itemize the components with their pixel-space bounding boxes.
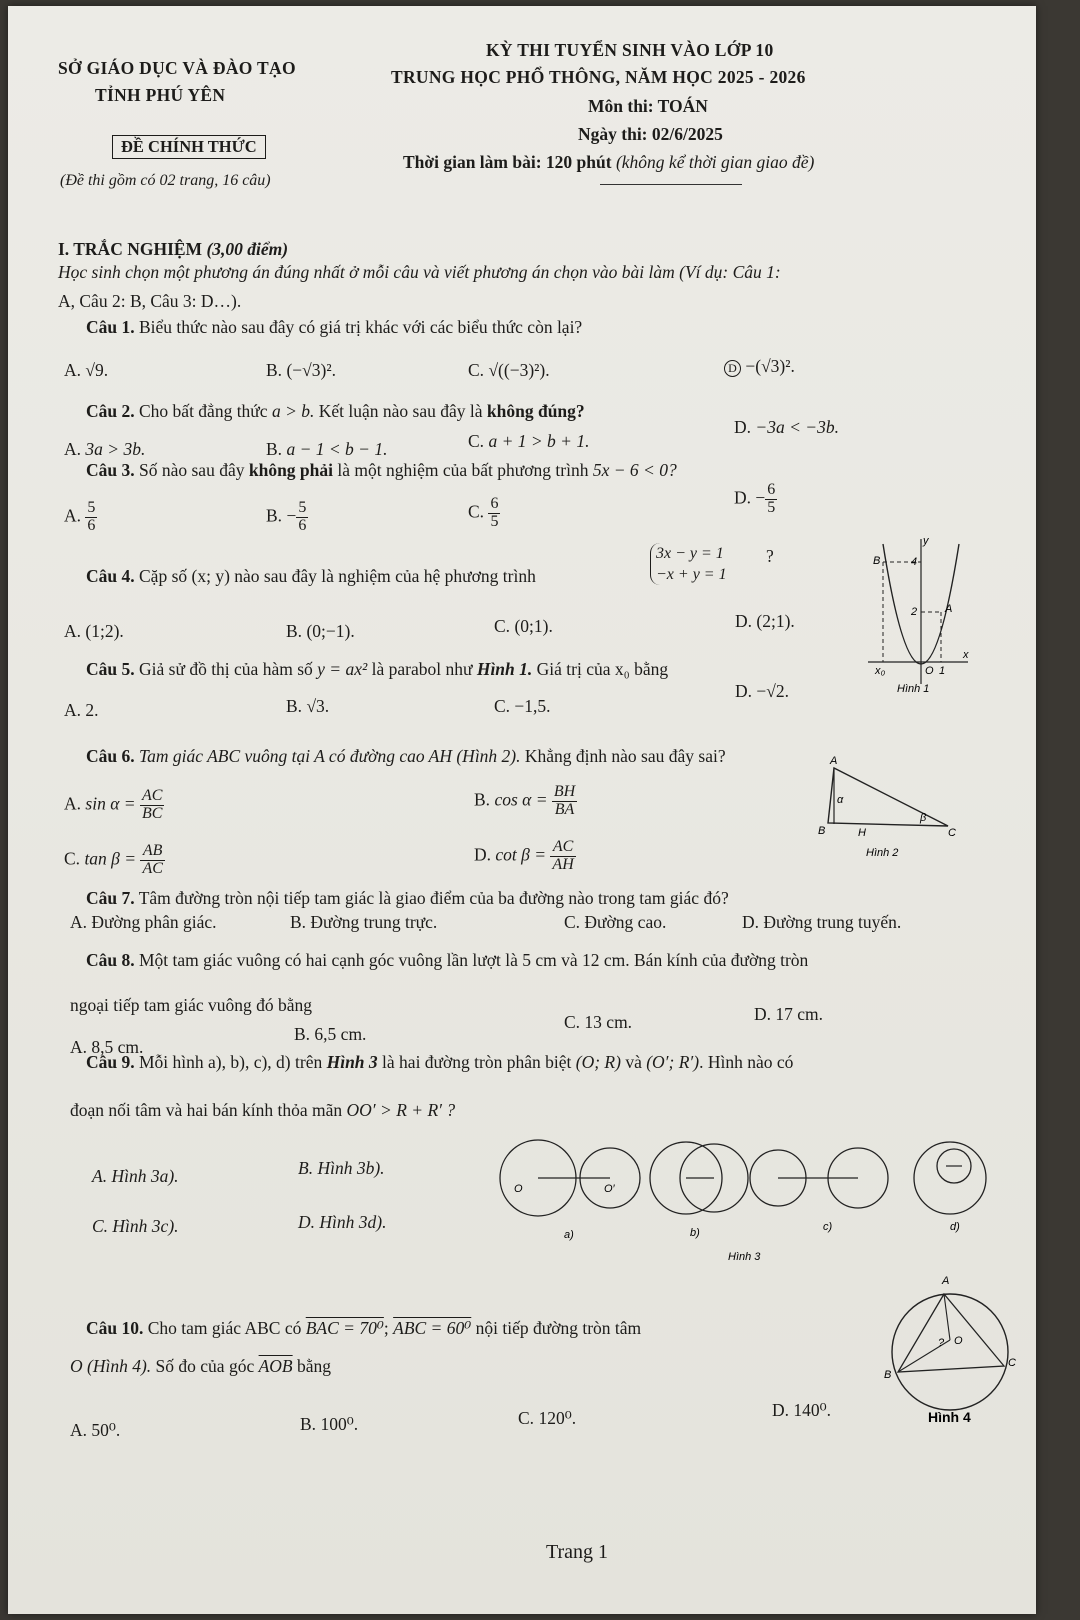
- opt-expr: a + 1 > b + 1.: [488, 431, 590, 451]
- q1-stem: [86, 317, 582, 338]
- exam-line2: TRUNG HỌC PHỔ THÔNG, NĂM HỌC 2025 - 2026: [391, 67, 806, 87]
- opt-letter: B.: [300, 1414, 317, 1434]
- q7-stem: [86, 888, 729, 909]
- fig3-op: O′: [604, 1183, 615, 1195]
- fig1-one: 1: [939, 665, 946, 677]
- triangle-abc: [828, 768, 948, 826]
- q3-text-post: là một nghiệm của bất phương trình: [337, 460, 589, 480]
- q5-text-post: Giá trị của x₀ bằng: [536, 659, 669, 679]
- q3-option-a: [64, 500, 97, 535]
- q10-line2-pre: O: [70, 1356, 83, 1376]
- denominator: 5: [767, 498, 776, 516]
- q3-ineq: 5x − 6 < 0?: [592, 460, 677, 480]
- opt-expr: (1;2).: [85, 621, 124, 641]
- q2-text-mid: Kết luận nào sau đây là: [318, 401, 483, 421]
- q8-option-b: B. 6,5 cm.: [294, 1024, 367, 1044]
- q8-stem: [86, 950, 808, 971]
- q4-text: Cặp số (x; y) nào sau đây là nghiệm của hệ phương trình: [139, 566, 536, 586]
- fig3-b: b): [690, 1227, 700, 1239]
- opt-letter: B.: [286, 696, 303, 716]
- figure-4-circumcircle: [884, 1262, 1018, 1425]
- fraction: [85, 500, 97, 535]
- opt-letter: A.: [64, 439, 82, 459]
- q6-option-d: [474, 839, 576, 874]
- q9-and: và: [625, 1052, 642, 1072]
- q10-option-b: [300, 1414, 358, 1435]
- fig1-caption: Hình 1: [897, 683, 930, 695]
- opt-expr: 3a > 3b.: [85, 439, 146, 459]
- opt-expr: −3a < −3b.: [755, 417, 839, 437]
- q9-option-d: D. Hình 3d).: [298, 1212, 387, 1232]
- q3-stem: [86, 460, 677, 481]
- q3-text-pre: Số nào sau đây: [139, 460, 245, 480]
- fraction: [140, 843, 164, 878]
- q1-text: Biểu thức nào sau đây có giá trị khác với các biểu thức còn lại?: [139, 317, 583, 337]
- q6-option-b: [474, 784, 577, 819]
- q8-option-c: C. 13 cm.: [564, 1012, 633, 1032]
- q6-stem: [86, 746, 726, 767]
- q10-label: Câu 10.: [86, 1318, 144, 1338]
- opt-expr: 140⁰.: [793, 1400, 832, 1420]
- q8-option-a: A. 8,5 cm.: [70, 1037, 144, 1057]
- time-note: (không kể thời gian giao đề): [615, 152, 815, 172]
- opt-letter: C.: [468, 501, 485, 522]
- q3-option-d: [734, 482, 777, 517]
- opt-expr: (−√3)².: [286, 360, 336, 380]
- opt-fn: cos α =: [494, 789, 548, 810]
- figure-2-triangle: [808, 755, 958, 859]
- fig4-o: O: [954, 1335, 963, 1347]
- fraction: [140, 788, 164, 823]
- q5-text-mid: là parabol như: [371, 659, 473, 679]
- dept-line1: SỞ GIÁO DỤC VÀ ĐÀO TẠO: [58, 58, 296, 78]
- q4-system: [650, 543, 727, 585]
- opt-expr: (0;−1).: [306, 621, 355, 641]
- denominator: AH: [552, 855, 574, 873]
- q9-cond: OO′ > R + R′ ?: [346, 1100, 456, 1120]
- opt-letter: A.: [64, 621, 82, 641]
- q9-circ1: (O; R): [575, 1052, 621, 1072]
- q9-option-c: C. Hình 3c).: [92, 1216, 179, 1236]
- opt-letter: B.: [266, 360, 283, 380]
- q6-fig-ref: (Hình 2).: [456, 746, 521, 766]
- exam-line1: KỲ THI TUYỂN SINH VÀO LỚP 10: [486, 40, 774, 60]
- q2-label: Câu 2.: [86, 401, 135, 421]
- q2-text-bold: không đúng?: [486, 401, 585, 421]
- page-number: Trang 1: [546, 1541, 609, 1563]
- q10-option-c: [518, 1408, 576, 1429]
- numerator: AC: [141, 787, 163, 804]
- opt-letter: A.: [64, 505, 82, 526]
- figure-3-circles: [514, 1134, 988, 1264]
- q7-option-c: C. Đường cao.: [564, 912, 667, 932]
- q5-option-b: [286, 696, 329, 717]
- opt-letter: A.: [64, 360, 82, 380]
- fraction: [765, 482, 777, 517]
- numerator: 6: [490, 495, 499, 512]
- opt-expr: −√2.: [756, 681, 789, 701]
- fig4-q: ?: [938, 1337, 945, 1349]
- q3-option-b: [266, 500, 308, 535]
- numerator: AB: [140, 843, 164, 861]
- fraction: [552, 784, 577, 819]
- fig2-h: H: [858, 827, 866, 839]
- circle-d-outer: [914, 1142, 986, 1214]
- q10-text-pre: Cho tam giác ABC có: [147, 1318, 302, 1338]
- fig1-four: 4: [911, 556, 918, 568]
- fig3-caption: Hình 3: [728, 1251, 761, 1263]
- opt-expr: √3.: [306, 696, 330, 716]
- q10-stem: [86, 1318, 641, 1339]
- q1-option-d: [724, 356, 795, 377]
- fig1-two: 2: [911, 606, 918, 618]
- opt-letter: D.: [772, 1400, 790, 1420]
- fig2-alpha: α: [837, 794, 844, 806]
- q10-line2: [70, 1356, 331, 1377]
- q2-text-pre: Cho bất đẳng thức: [139, 401, 268, 421]
- q7-text: Tâm đường tròn nội tiếp tam giác là giao điểm của ba đường nào trong tam giác đó?: [138, 888, 729, 908]
- fig4-a: A: [942, 1275, 950, 1287]
- opt-expr: −(√3)².: [745, 356, 795, 376]
- q8-text-line1: Một tam giác vuông có hai cạnh góc vuông lần lượt là 5 cm và 12 cm. Bán kính của đường tròn: [139, 950, 809, 970]
- q9-text-post: . Hình nào có: [699, 1052, 794, 1072]
- q8-option-d: D. 17 cm.: [754, 1004, 824, 1024]
- q6-option-c: [64, 843, 165, 878]
- denominator: BC: [141, 804, 163, 822]
- triangle-abc: [898, 1294, 1004, 1372]
- opt-letter: D.: [735, 611, 753, 631]
- q2-option-a: [64, 439, 145, 460]
- fraction: [550, 839, 575, 874]
- numerator: 6: [767, 481, 776, 498]
- section-title: [58, 239, 288, 260]
- q5-option-c: C. −1,5.: [494, 696, 551, 716]
- q4-option-c: [494, 616, 553, 637]
- q9-fig-ref: Hình 3: [326, 1052, 378, 1072]
- q9-stem: [86, 1052, 793, 1073]
- q6-option-a: [64, 788, 164, 823]
- q4-qmark: ?: [766, 546, 774, 566]
- fig1-y: y: [923, 535, 929, 547]
- q4-option-b: [286, 621, 355, 642]
- q4-label: Câu 4.: [86, 566, 135, 586]
- opt-letter: B.: [286, 621, 303, 641]
- q5-func: y = ax²: [317, 659, 368, 679]
- opt-expr: (2;1).: [756, 611, 795, 631]
- fig2-beta: β: [920, 812, 927, 824]
- opt-letter: B.: [266, 439, 283, 459]
- fig4-caption: Hình 4: [928, 1409, 971, 1425]
- q1-label: Câu 1.: [86, 317, 135, 337]
- fig3-d: d): [950, 1221, 960, 1233]
- denominator: 6: [87, 516, 96, 534]
- q4-option-d: [735, 611, 795, 632]
- q9-option-a: A. Hình 3a).: [92, 1166, 179, 1186]
- opt-letter: C.: [518, 1408, 535, 1428]
- q6-label: Câu 6.: [86, 746, 135, 766]
- q4-option-a: [64, 621, 124, 642]
- exam-date: Ngày thi: 02/6/2025: [578, 124, 723, 144]
- q10-angle1: BAC = 70⁰: [305, 1318, 384, 1338]
- q5-stem: [86, 659, 668, 680]
- minus-sign: −: [286, 505, 297, 526]
- fig4-b: B: [884, 1369, 892, 1381]
- q9-text-mid: là hai đường tròn phân biệt: [382, 1052, 572, 1072]
- numerator: AC: [550, 839, 575, 857]
- instruction-line2: A, Câu 2: B, Câu 3: D…).: [58, 291, 242, 311]
- fig2-caption: Hình 2: [866, 847, 899, 859]
- opt-letter: C.: [64, 848, 81, 869]
- opt-fn: sin α =: [85, 793, 136, 814]
- q2-cond: a > b.: [271, 401, 315, 421]
- q9-circ2: (O′; R′): [646, 1052, 700, 1072]
- opt-letter: D.: [734, 417, 752, 437]
- subject: Môn thi: TOÁN: [588, 96, 708, 116]
- q5-fig-ref: Hình 1.: [476, 659, 533, 679]
- opt-expr: √9.: [85, 360, 109, 380]
- fig3-c: c): [823, 1221, 833, 1233]
- opt-expr: a − 1 < b − 1.: [286, 439, 388, 459]
- exam-page: [8, 6, 1036, 1614]
- q10-line2-post: bằng: [297, 1356, 332, 1376]
- q10-angle2: ABC = 60⁰: [393, 1318, 472, 1338]
- fig1-a: A: [945, 603, 953, 615]
- fig2-a: A: [830, 755, 838, 767]
- opt-expr: 50⁰.: [91, 1420, 121, 1440]
- q5-label: Câu 5.: [86, 659, 135, 679]
- q3-text-bold: không phải: [248, 460, 334, 480]
- numerator: 5: [87, 499, 96, 516]
- denominator: AC: [142, 859, 163, 877]
- q9-label: Câu 9.: [86, 1052, 135, 1072]
- fig4-c: C: [1008, 1357, 1016, 1369]
- fraction: [488, 496, 500, 531]
- fig1-o: O: [925, 665, 934, 677]
- q9-option-b: B. Hình 3b).: [298, 1158, 385, 1178]
- opt-fn: tan β =: [84, 848, 137, 869]
- q9-line2-pre: đoạn nối tâm và hai bán kính thỏa mãn: [70, 1100, 343, 1120]
- q4-stem: [86, 566, 536, 587]
- opt-letter: C.: [494, 616, 511, 636]
- q1-option-c: [468, 360, 550, 381]
- fig1-b: B: [873, 555, 881, 567]
- fig3-o: O: [514, 1183, 523, 1195]
- opt-fn: cot β =: [495, 844, 547, 865]
- q3-label: Câu 3.: [86, 460, 135, 480]
- q6-text: Tam giác ABC vuông tại A có đường cao AH: [139, 746, 452, 766]
- opt-expr: 120⁰.: [538, 1408, 577, 1428]
- q2-stem: [86, 401, 585, 422]
- fig1-x0: x₀: [875, 665, 886, 677]
- instruction-line1: Học sinh chọn một phương án đúng nhất ở mỗi câu và viết phương án chọn vào bài làm (Ví dụ: Câu 1:: [58, 262, 781, 282]
- q10-option-d: [772, 1400, 831, 1421]
- dept-line2: TỈNH PHÚ YÊN: [95, 85, 226, 105]
- fig2-b: B: [818, 825, 826, 837]
- opt-letter: A.: [70, 1420, 88, 1440]
- q7-option-a: A. Đường phân giác.: [70, 912, 217, 932]
- opt-letter: C.: [468, 431, 485, 451]
- q4-eq1: 3x − y = 1: [656, 545, 724, 562]
- time-main: Thời gian làm bài: 120 phút: [403, 152, 612, 172]
- q7-option-b: B. Đường trung trực.: [290, 912, 438, 932]
- fraction: [296, 500, 308, 535]
- numerator: 5: [298, 499, 307, 516]
- opt-expr: √((−3)²).: [488, 360, 550, 380]
- q5-option-a: A. 2.: [64, 700, 99, 720]
- q2-option-b: [266, 439, 388, 460]
- minus-sign: −: [755, 487, 766, 508]
- section-title-text: I. TRẮC NGHIỆM: [58, 239, 203, 259]
- opt-letter: C.: [468, 360, 485, 380]
- section-points: (3,00 điểm): [206, 239, 289, 259]
- time-limit: [403, 152, 814, 173]
- q8-label: Câu 8.: [86, 950, 135, 970]
- q7-label: Câu 7.: [86, 888, 135, 908]
- q10-text-post: nội tiếp đường tròn tâm: [475, 1318, 642, 1338]
- q5-option-d: [735, 681, 789, 702]
- opt-letter: D.: [734, 487, 752, 508]
- q8-text-line2: ngoại tiếp tam giác vuông đó bằng: [70, 995, 313, 1015]
- opt-letter: A.: [64, 793, 82, 814]
- denominator: 6: [298, 516, 307, 534]
- q3-option-c: [468, 496, 500, 531]
- q10-line2-mid: Số đo của góc: [155, 1356, 255, 1376]
- opt-expr: 100⁰.: [320, 1414, 359, 1434]
- fig1-x: x: [963, 649, 969, 661]
- circled-letter: D: [724, 360, 741, 377]
- q9-text-pre: Mỗi hình a), b), c), d) trên: [139, 1052, 323, 1072]
- opt-letter: B.: [266, 505, 283, 526]
- q6-text-post: Khẳng định nào sau đây sai?: [524, 746, 726, 766]
- q1-option-b: [266, 360, 336, 381]
- opt-expr: (0;1).: [514, 616, 553, 636]
- figure-1-parabola: [863, 534, 973, 694]
- fig2-c: C: [948, 827, 956, 839]
- q7-option-d: D. Đường trung tuyến.: [742, 912, 902, 932]
- header-divider: [600, 184, 742, 185]
- q2-option-d: [734, 417, 839, 438]
- q9-line2: [70, 1100, 455, 1121]
- opt-letter: D.: [735, 681, 753, 701]
- q10-option-a: [70, 1420, 120, 1441]
- q2-option-c: [468, 431, 590, 452]
- opt-letter: B.: [474, 789, 491, 810]
- q10-sep: ;: [383, 1318, 389, 1338]
- q5-text-pre: Giả sử đồ thị của hàm số: [139, 659, 313, 679]
- numerator: BH: [553, 783, 576, 800]
- denominator: 5: [490, 512, 499, 530]
- pages-note: (Đề thi gồm có 02 trang, 16 câu): [60, 172, 271, 189]
- q4-eq2: −x + y = 1: [656, 566, 727, 583]
- q10-fig-ref: (Hình 4).: [87, 1356, 152, 1376]
- q1-option-a: [64, 360, 108, 381]
- official-label: ĐỀ CHÍNH THỨC: [112, 135, 266, 159]
- q10-angle3: $\overline{AOB}$: [258, 1356, 293, 1376]
- fig3-a: a): [564, 1229, 574, 1241]
- opt-letter: D.: [474, 844, 492, 865]
- denominator: BA: [554, 800, 575, 818]
